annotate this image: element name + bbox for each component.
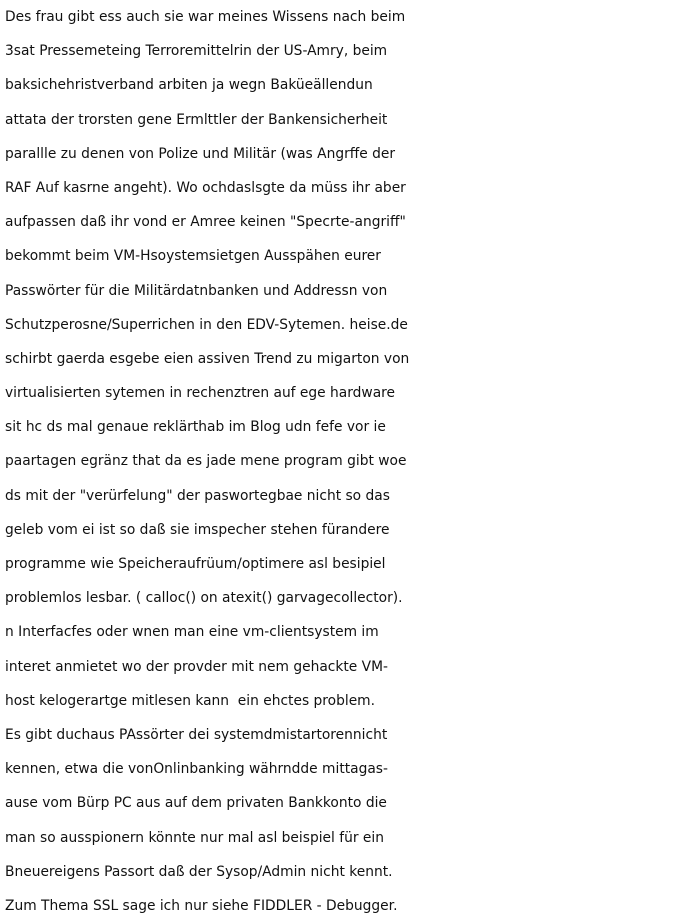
text-line: geleb vom ei ist so daß sie imspecher stehen fürandere bbox=[5, 521, 390, 538]
text-line: n Interfacfes oder wnen man eine vm-clientsystem im bbox=[5, 624, 379, 641]
text-line: Des frau gibt ess auch sie war meines Wissens nach beim bbox=[5, 9, 406, 25]
text-line: man so ausspionern könnte nur mal asl beispiel für ein bbox=[5, 829, 384, 846]
text-line: aufpassen daß ihr vond er Amree keinen "Specrte-angriff" bbox=[5, 214, 406, 231]
text-line: Es gibt duchaus PAssörter dei systemdmistartorennicht bbox=[5, 726, 388, 743]
text-line: virtualisierten sytemen in rechenztren auf ege hardware bbox=[5, 385, 396, 402]
text-line: Schutzperosne/Superrichen in den EDV-Sytemen. heise.de bbox=[5, 316, 408, 333]
text-line: schirbt gaerda esgebe eien assiven Trend zu migarton von bbox=[5, 350, 410, 367]
text-line: kennen, etwa die vonOnlinbanking währndde mittagas- bbox=[5, 761, 388, 778]
text-line: paartagen egränz that da es jade mene program gibt woe bbox=[5, 453, 407, 470]
text-line: RAF Auf kasrne angeht). Wo ochdaslsgte da müss ihr aber bbox=[5, 179, 406, 196]
text-line: bekommt beim VM-Hsoystemsietgen Ausspähen eurer bbox=[5, 248, 381, 265]
text-line: parallle zu denen von Polize und Militär (was Angrffe der bbox=[5, 145, 396, 162]
text-line: interet anmietet wo der provder mit nem gehackte VM- bbox=[5, 658, 388, 675]
text-line: sit hc ds mal genaue reklärthab im Blog udn fefe vor ie bbox=[5, 419, 386, 436]
text-line: programme wie Speicheraufrüum/optimere asl besipiel bbox=[5, 556, 386, 572]
document-body bbox=[5, 0, 684, 923]
text-line: ds mit der "verürfelung" der paswortegbae nicht so das bbox=[5, 487, 390, 504]
text-line: Passwörter für die Militärdatnbanken und Addressn von bbox=[5, 282, 388, 299]
text-line: problemlos lesbar. ( calloc() on atexit() garvagecollector). bbox=[5, 590, 403, 607]
text-line: Zum Thema SSL sage ich nur siehe FIDDLER - Debugger. bbox=[5, 897, 398, 914]
text-line: 3sat Pressemeteing Terroremittelrin der US-Amry, beim bbox=[5, 43, 388, 60]
text-line: attata der trorsten gene Ermlttler der Bankensicherheit bbox=[5, 111, 388, 128]
text-line: Bneuereigens Passort daß der Sysop/Admin nicht kennt. bbox=[5, 863, 393, 880]
text-line: host kelogerartge mitlesen kann ein ehctes problem. bbox=[5, 692, 376, 709]
text-line: ause vom Bürp PC aus auf dem privaten Bankkonto die bbox=[5, 795, 387, 812]
text-line: baksichehristverband arbiten ja wegn Baküeällendun bbox=[5, 77, 373, 94]
